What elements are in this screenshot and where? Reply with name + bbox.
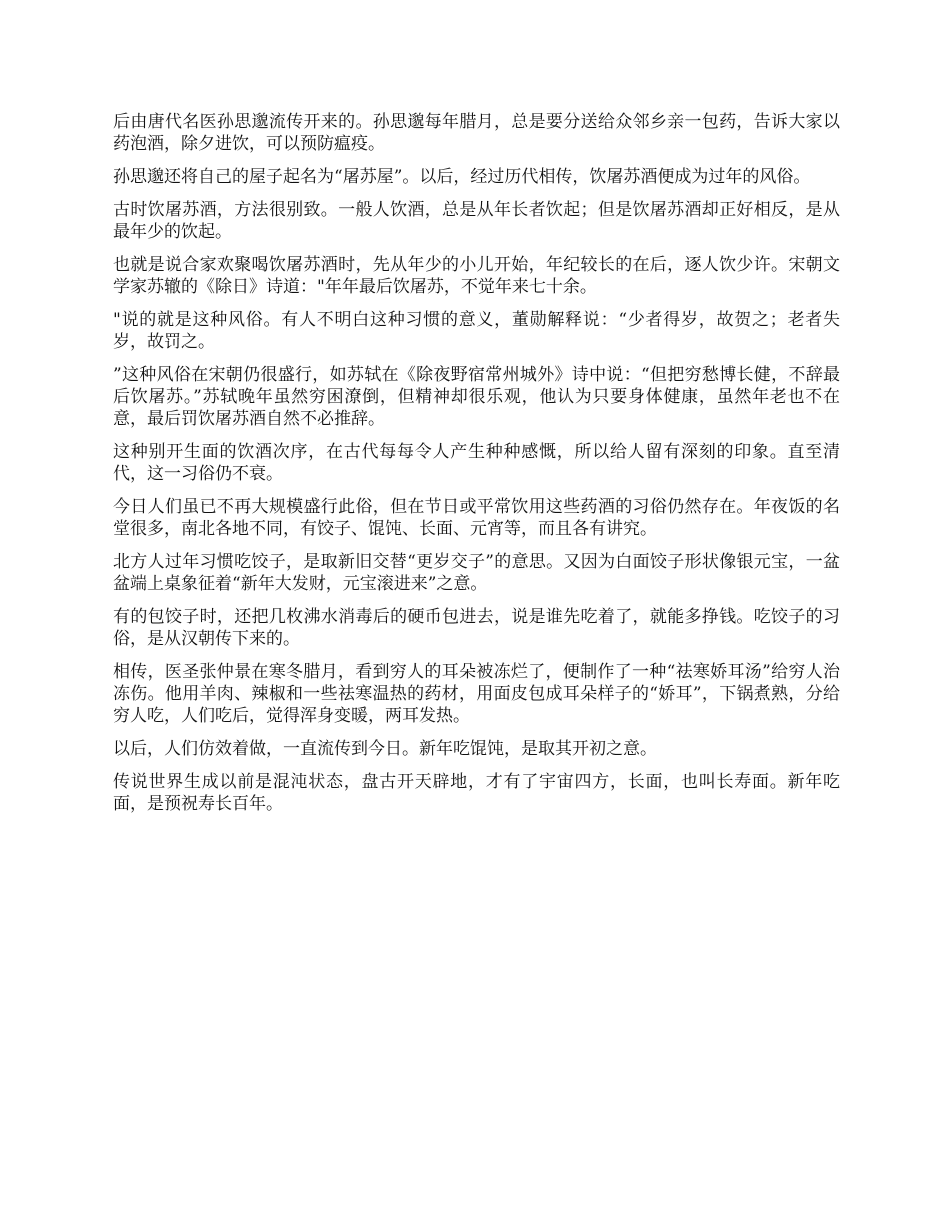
paragraph-4: 也就是说合家欢聚喝饮屠苏酒时，先从年少的小儿开始，年纪较长的在后，逐人饮少许。宋朝文学家苏辙的《除日》诗道："年年最后饮屠苏，不觉年来七十余。 (113, 255, 840, 297)
paragraph-5: "说的就是这种风俗。有人不明白这种习惯的意义，董勋解释说：“少者得岁，故贺之；老者失岁，故罚之。 (113, 310, 840, 352)
paragraph-8: 今日人们虽已不再大规模盛行此俗，但在节日或平常饮用这些药酒的习俗仍然存在。年夜饭的名堂很多，南北各地不同，有饺子、馄饨、长面、元宵等，而且各有讲究。 (113, 497, 840, 539)
paragraph-6: ”这种风俗在宋朝仍很盛行，如苏轼在《除夜野宿常州城外》诗中说：“但把穷愁博长健，不辞最后饮屠苏。”苏轼晚年虽然穷困潦倒，但精神却很乐观，他认为只要身体健康，虽然年老也不在意，最后罚饮屠苏酒自然不必推辞。 (113, 365, 840, 429)
paragraph-7: 这种别开生面的饮酒次序，在古代每每令人产生种种感慨，所以给人留有深刻的印象。直至清代，这一习俗仍不衰。 (113, 442, 840, 484)
paragraph-3: 古时饮屠苏酒，方法很别致。一般人饮酒，总是从年长者饮起；但是饮屠苏酒却正好相反，是从最年少的饮起。 (113, 200, 840, 242)
paragraph-1: 后由唐代名医孙思邈流传开来的。孙思邈每年腊月，总是要分送给众邻乡亲一包药，告诉大家以药泡酒，除夕进饮，可以预防瘟疫。 (113, 112, 840, 154)
paragraph-2: 孙思邈还将自己的屋子起名为“屠苏屋”。以后，经过历代相传，饮屠苏酒便成为过年的风俗。 (113, 167, 811, 187)
paragraph-9: 北方人过年习惯吃饺子，是取新旧交替“更岁交子”的意思。又因为白面饺子形状像银元宝，一盆盆端上桌象征着“新年大发财，元宝滚进来”之意。 (113, 552, 840, 594)
paragraph-12: 以后，人们仿效着做，一直流传到今日。新年吃馄饨，是取其开初之意。 (113, 739, 657, 759)
paragraph-10: 有的包饺子时，还把几枚沸水消毒后的硬币包进去，说是谁先吃着了，就能多挣钱。吃饺子的习俗，是从汉朝传下来的。 (113, 607, 840, 649)
paragraph-13: 传说世界生成以前是混沌状态，盘古开天辟地，才有了宇宙四方，长面，也叫长寿面。新年吃面，是预祝寿长百年。 (113, 772, 840, 814)
paragraph-11: 相传，医圣张仲景在寒冬腊月，看到穷人的耳朵被冻烂了，便制作了一种“祛寒娇耳汤”给穷人治冻伤。他用羊肉、辣椒和一些祛寒温热的药材，用面皮包成耳朵样子的“娇耳”，下锅煮熟，分给穷人吃，人们吃后，觉得浑身变暖，两耳发热。 (113, 662, 840, 726)
document-body (113, 111, 840, 826)
